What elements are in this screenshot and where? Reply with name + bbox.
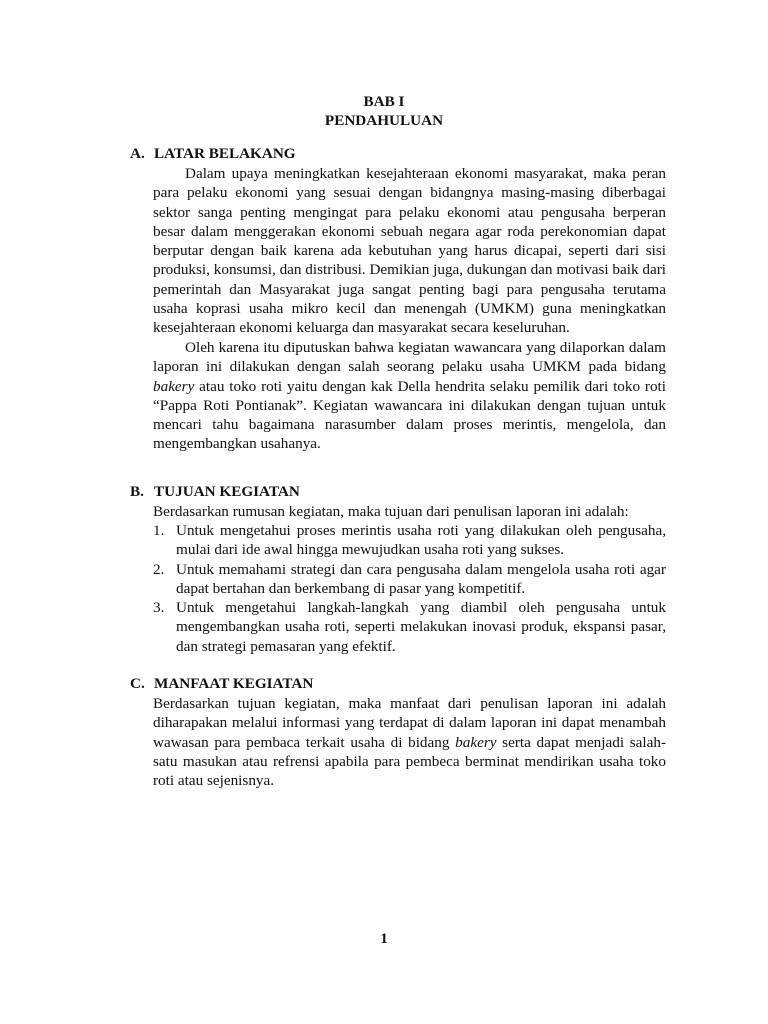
paragraph-text: serta dapat menjadi salah-satu masukan atau refrensi apabila para pembeca berminat mendirikan usaha toko roti atau sejenisnya. xyxy=(153,733,667,790)
list-item-number: 2. xyxy=(153,560,165,578)
list-item-number: 1. xyxy=(153,522,165,539)
section-heading-manfaat-kegiatan xyxy=(130,675,313,693)
list-item xyxy=(153,560,666,599)
paragraph-text: Oleh karena itu diputuskan bahwa kegiatan wawancara yang dilaporkan dalam laporan ini dilakukan dengan salah seorang pelaku usaha UMKM pada bidang xyxy=(153,339,666,376)
chapter-label: BAB I xyxy=(363,93,405,110)
italic-term: bakery xyxy=(153,377,195,395)
paragraph-text: atau toko roti yaitu dengan kak Della hendrita selaku pemilik dari toko roti “Pappa Roti Pontianak”. Kegiatan wawancara ini dilakukan dengan tujuan untuk mencari tahu bagaimana narasumber dalam proses merintis, mengelola, dan mengembangkan usahanya. xyxy=(153,377,666,453)
list-item-text: Untuk mengetahui langkah-langkah yang diambil oleh pengusaha untuk mengembangkan usaha roti, seperti melakukan inovasi produk, ekspansi pasar, dan strategi pemasaran yang efektif. xyxy=(176,599,666,655)
section-heading-latar-belakang xyxy=(130,145,296,163)
page-number: 1 xyxy=(380,930,388,947)
list-item xyxy=(153,598,666,656)
italic-term: bakery xyxy=(455,733,497,751)
section-letter: A. xyxy=(130,145,145,162)
section-letter: B. xyxy=(130,483,144,500)
section-letter: C. xyxy=(130,675,145,692)
list-item-text: Untuk mengetahui proses merintis usaha roti yang dilakukan oleh pengusaha, mulai dari ide awal hingga mewujudkan usaha roti yang sukses. xyxy=(176,522,666,559)
paragraph-latar-belakang-1: Dalam upaya meningkatkan kesejahteraan ekonomi masyarakat, maka peran para pelaku ekonomi yang sesuai dengan bidangnya masing-masing diberbagai sektor sanga penting mengingat para pelaku ekonomi atau pengusaha berperan besar dalam menggerakan ekonomi sebuah negara agar roda perekonomian dapat berputar dengan baik karena ada kebutuhan yang harus dicapai, seperti dari sisi produksi, konsumsi, dan distribusi. Demikian juga, dukungan dan motivasi baik dari pemerintah dan Masyarakat juga sangat penting bagi para pengusaha terutama usaha koprasi usaha mikro kecil dan menengah (UMKM) guna meningkatkan kesejahteraan ekonomi keluarga dan masyarakat secara keseluruhan. xyxy=(153,165,666,337)
tujuan-list xyxy=(153,521,666,656)
paragraph-tujuan-intro: Berdasarkan rumusan kegiatan, maka tujuan dari penulisan laporan ini adalah: xyxy=(153,503,629,520)
section-heading-tujuan-kegiatan xyxy=(130,483,300,501)
section-title: TUJUAN KEGIATAN xyxy=(154,483,300,500)
list-item-text: Untuk memahami strategi dan cara pengusaha dalam mengelola usaha roti agar dapat bertahan dan berkembang di pasar yang kompetitif. xyxy=(176,560,666,597)
chapter-title: PENDAHULUAN xyxy=(324,112,444,129)
list-item-number: 3. xyxy=(153,599,165,617)
list-item xyxy=(153,521,666,560)
paragraph-manfaat xyxy=(153,694,666,790)
paragraph-latar-belakang-2 xyxy=(153,338,666,454)
section-title: LATAR BELAKANG xyxy=(154,145,296,162)
section-title: MANFAAT KEGIATAN xyxy=(154,675,314,692)
paragraph-text: Berdasarkan tujuan kegiatan, maka manfaat dari penulisan laporan ini adalah diharapakan melalui informasi yang terdapat di dalam laporan ini dapat menambah wawasan para pembaca terkait usaha di bidang xyxy=(153,695,666,751)
